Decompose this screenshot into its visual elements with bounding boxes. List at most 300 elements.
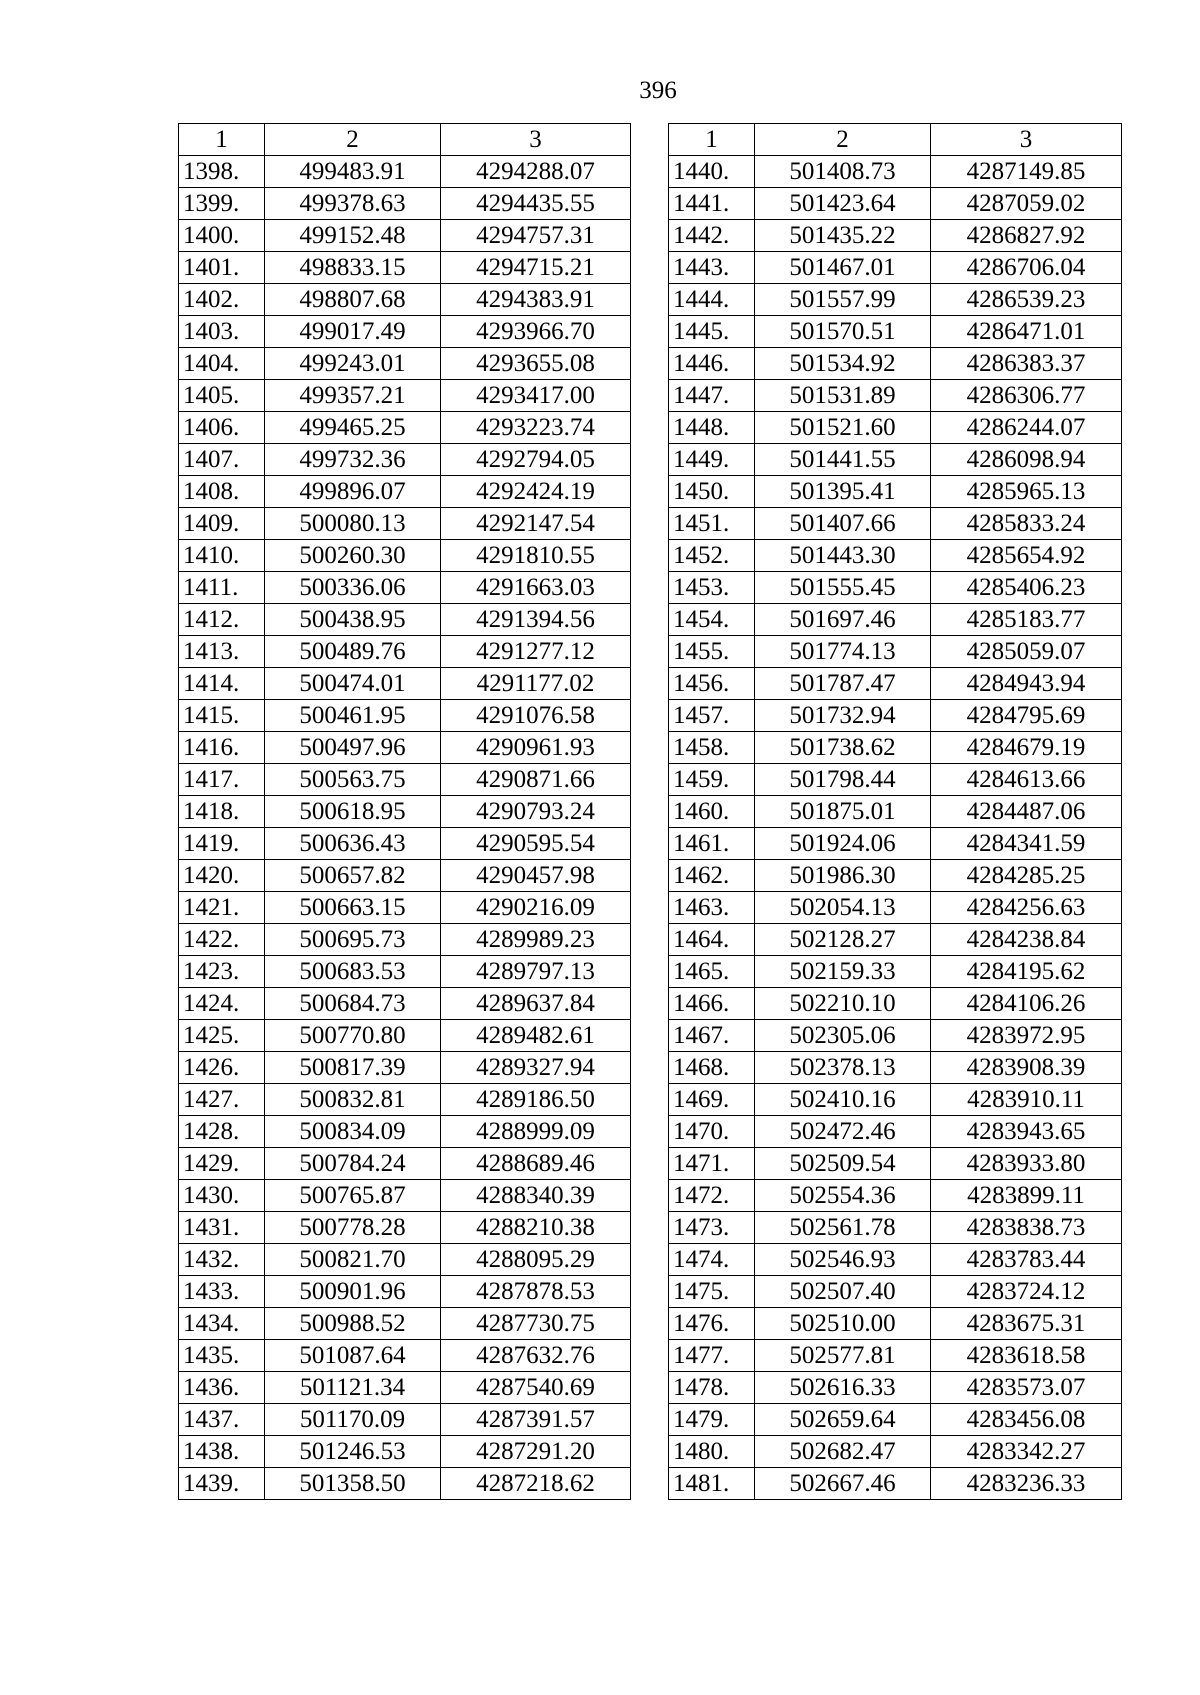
x-coordinate-cell: 499732.36 [265,444,441,476]
x-coordinate-cell: 501924.06 [755,828,931,860]
x-coordinate-cell: 502472.46 [755,1116,931,1148]
y-coordinate-cell: 4286383.37 [931,348,1122,380]
y-coordinate-cell: 4289989.23 [441,924,631,956]
point-number-cell: 1420. [179,860,265,892]
table-row [179,764,631,796]
table-row [669,476,1122,508]
x-coordinate-cell: 501875.01 [755,796,931,828]
point-number-cell: 1442. [669,220,755,252]
table-row [179,956,631,988]
x-coordinate-cell: 501534.92 [755,348,931,380]
point-number-cell: 1438. [179,1436,265,1468]
y-coordinate-cell: 4290961.93 [441,732,631,764]
point-number-cell: 1435. [179,1340,265,1372]
x-coordinate-cell: 500817.39 [265,1052,441,1084]
table-row [179,892,631,924]
point-number-cell: 1437. [179,1404,265,1436]
table-row [669,764,1122,796]
table-row [179,1244,631,1276]
point-number-cell: 1461. [669,828,755,860]
table-row [669,1020,1122,1052]
table-row [179,1276,631,1308]
table-row [179,1436,631,1468]
point-number-cell: 1401. [179,252,265,284]
point-number-cell: 1429. [179,1148,265,1180]
table-row [669,796,1122,828]
table-row [669,316,1122,348]
x-coordinate-cell: 499378.63 [265,188,441,220]
point-number-cell: 1447. [669,380,755,412]
x-coordinate-cell: 502054.13 [755,892,931,924]
y-coordinate-cell: 4291277.12 [441,636,631,668]
y-coordinate-cell: 4289482.61 [441,1020,631,1052]
x-coordinate-cell: 500901.96 [265,1276,441,1308]
x-coordinate-cell: 501570.51 [755,316,931,348]
y-coordinate-cell: 4283783.44 [931,1244,1122,1276]
y-coordinate-cell: 4288689.46 [441,1148,631,1180]
y-coordinate-cell: 4283972.95 [931,1020,1122,1052]
header-cell-x: 2 [265,124,441,156]
point-number-cell: 1478. [669,1372,755,1404]
x-coordinate-cell: 500695.73 [265,924,441,956]
x-coordinate-cell: 501441.55 [755,444,931,476]
table-row [179,412,631,444]
point-number-cell: 1446. [669,348,755,380]
table-row [669,1180,1122,1212]
table-row [179,1468,631,1500]
y-coordinate-cell: 4287730.75 [441,1308,631,1340]
point-number-cell: 1456. [669,668,755,700]
table-row [179,348,631,380]
point-number-cell: 1400. [179,220,265,252]
x-coordinate-cell: 501555.45 [755,572,931,604]
y-coordinate-cell: 4288999.09 [441,1116,631,1148]
table-row [179,380,631,412]
point-number-cell: 1475. [669,1276,755,1308]
point-number-cell: 1445. [669,316,755,348]
y-coordinate-cell: 4288210.38 [441,1212,631,1244]
x-coordinate-cell: 501395.41 [755,476,931,508]
x-coordinate-cell: 501787.47 [755,668,931,700]
y-coordinate-cell: 4283838.73 [931,1212,1122,1244]
x-coordinate-cell: 501738.62 [755,732,931,764]
table-row [669,1340,1122,1372]
point-number-cell: 1402. [179,284,265,316]
y-coordinate-cell: 4283618.58 [931,1340,1122,1372]
y-coordinate-cell: 4285654.92 [931,540,1122,572]
point-number-cell: 1451. [669,508,755,540]
table-header-row [669,124,1122,156]
point-number-cell: 1443. [669,252,755,284]
x-coordinate-cell: 500080.13 [265,508,441,540]
table-row [179,1308,631,1340]
y-coordinate-cell: 4289186.50 [441,1084,631,1116]
table-row [179,988,631,1020]
point-number-cell: 1416. [179,732,265,764]
point-number-cell: 1464. [669,924,755,956]
table-row [179,156,631,188]
y-coordinate-cell: 4286706.04 [931,252,1122,284]
table-row [669,604,1122,636]
table-row [179,636,631,668]
x-coordinate-cell: 500618.95 [265,796,441,828]
point-number-cell: 1459. [669,764,755,796]
y-coordinate-cell: 4284106.26 [931,988,1122,1020]
x-coordinate-cell: 501358.50 [265,1468,441,1500]
x-coordinate-cell: 502305.06 [755,1020,931,1052]
y-coordinate-cell: 4283675.31 [931,1308,1122,1340]
x-coordinate-cell: 502561.78 [755,1212,931,1244]
x-coordinate-cell: 500784.24 [265,1148,441,1180]
table-row [179,1212,631,1244]
x-coordinate-cell: 501697.46 [755,604,931,636]
point-number-cell: 1474. [669,1244,755,1276]
x-coordinate-cell: 500497.96 [265,732,441,764]
table-row [179,668,631,700]
table-row [179,1404,631,1436]
table-row [669,988,1122,1020]
x-coordinate-cell: 501087.64 [265,1340,441,1372]
y-coordinate-cell: 4286098.94 [931,444,1122,476]
table-row [179,508,631,540]
x-coordinate-cell: 502210.10 [755,988,931,1020]
y-coordinate-cell: 4293966.70 [441,316,631,348]
y-coordinate-cell: 4284613.66 [931,764,1122,796]
y-coordinate-cell: 4289637.84 [441,988,631,1020]
y-coordinate-cell: 4283910.11 [931,1084,1122,1116]
table-row [669,1148,1122,1180]
y-coordinate-cell: 4283933.80 [931,1148,1122,1180]
y-coordinate-cell: 4283456.08 [931,1404,1122,1436]
table-row [669,572,1122,604]
point-number-cell: 1452. [669,540,755,572]
table-row [669,1372,1122,1404]
table-row [179,604,631,636]
x-coordinate-cell: 501407.66 [755,508,931,540]
point-number-cell: 1414. [179,668,265,700]
y-coordinate-cell: 4285833.24 [931,508,1122,540]
y-coordinate-cell: 4283724.12 [931,1276,1122,1308]
x-coordinate-cell: 500657.82 [265,860,441,892]
point-number-cell: 1457. [669,700,755,732]
y-coordinate-cell: 4287878.53 [441,1276,631,1308]
y-coordinate-cell: 4283908.39 [931,1052,1122,1084]
y-coordinate-cell: 4284795.69 [931,700,1122,732]
table-row [669,700,1122,732]
y-coordinate-cell: 4294715.21 [441,252,631,284]
table-row [179,1148,631,1180]
table-row [179,700,631,732]
x-coordinate-cell: 500336.06 [265,572,441,604]
table-row [669,1308,1122,1340]
table-row [669,892,1122,924]
point-number-cell: 1421. [179,892,265,924]
point-number-cell: 1430. [179,1180,265,1212]
y-coordinate-cell: 4283943.65 [931,1116,1122,1148]
x-coordinate-cell: 501986.30 [755,860,931,892]
header-cell-number: 1 [669,124,755,156]
point-number-cell: 1479. [669,1404,755,1436]
y-coordinate-cell: 4289327.94 [441,1052,631,1084]
y-coordinate-cell: 4284285.25 [931,860,1122,892]
point-number-cell: 1398. [179,156,265,188]
point-number-cell: 1423. [179,956,265,988]
x-coordinate-cell: 499465.25 [265,412,441,444]
x-coordinate-cell: 502577.81 [755,1340,931,1372]
y-coordinate-cell: 4287632.76 [441,1340,631,1372]
x-coordinate-cell: 501798.44 [755,764,931,796]
x-coordinate-cell: 501423.64 [755,188,931,220]
table-row [669,668,1122,700]
page-number: 396 [639,77,677,104]
point-number-cell: 1448. [669,412,755,444]
x-coordinate-cell: 500563.75 [265,764,441,796]
x-coordinate-cell: 501531.89 [755,380,931,412]
header-cell-number: 1 [179,124,265,156]
table-row [179,796,631,828]
point-number-cell: 1469. [669,1084,755,1116]
y-coordinate-cell: 4288340.39 [441,1180,631,1212]
y-coordinate-cell: 4291177.02 [441,668,631,700]
table-row [669,444,1122,476]
x-coordinate-cell: 500438.95 [265,604,441,636]
y-coordinate-cell: 4293655.08 [441,348,631,380]
table-row [179,540,631,572]
point-number-cell: 1467. [669,1020,755,1052]
x-coordinate-cell: 500821.70 [265,1244,441,1276]
header-cell-x: 2 [755,124,931,156]
y-coordinate-cell: 4289797.13 [441,956,631,988]
x-coordinate-cell: 499017.49 [265,316,441,348]
y-coordinate-cell: 4291394.56 [441,604,631,636]
x-coordinate-cell: 502378.13 [755,1052,931,1084]
table-row [179,1084,631,1116]
table-body-right [669,156,1122,1500]
table-row [669,1468,1122,1500]
point-number-cell: 1481. [669,1468,755,1500]
point-number-cell: 1431. [179,1212,265,1244]
point-number-cell: 1412. [179,604,265,636]
y-coordinate-cell: 4284195.62 [931,956,1122,988]
y-coordinate-cell: 4287059.02 [931,188,1122,220]
y-coordinate-cell: 4291663.03 [441,572,631,604]
point-number-cell: 1471. [669,1148,755,1180]
point-number-cell: 1436. [179,1372,265,1404]
y-coordinate-cell: 4283342.27 [931,1436,1122,1468]
x-coordinate-cell: 500474.01 [265,668,441,700]
point-number-cell: 1424. [179,988,265,1020]
point-number-cell: 1406. [179,412,265,444]
x-coordinate-cell: 501408.73 [755,156,931,188]
x-coordinate-cell: 502667.46 [755,1468,931,1500]
point-number-cell: 1449. [669,444,755,476]
x-coordinate-cell: 500834.09 [265,1116,441,1148]
header-cell-y: 3 [931,124,1122,156]
x-coordinate-cell: 500663.15 [265,892,441,924]
point-number-cell: 1422. [179,924,265,956]
y-coordinate-cell: 4287391.57 [441,1404,631,1436]
point-number-cell: 1407. [179,444,265,476]
y-coordinate-cell: 4286244.07 [931,412,1122,444]
table-row [179,252,631,284]
point-number-cell: 1444. [669,284,755,316]
y-coordinate-cell: 4283899.11 [931,1180,1122,1212]
point-number-cell: 1465. [669,956,755,988]
x-coordinate-cell: 500489.76 [265,636,441,668]
point-number-cell: 1453. [669,572,755,604]
point-number-cell: 1415. [179,700,265,732]
y-coordinate-cell: 4293223.74 [441,412,631,444]
point-number-cell: 1458. [669,732,755,764]
table-row [179,476,631,508]
table-row [179,924,631,956]
table-row [179,1052,631,1084]
y-coordinate-cell: 4283236.33 [931,1468,1122,1500]
table-body-left [179,156,631,1500]
point-number-cell: 1433. [179,1276,265,1308]
y-coordinate-cell: 4294435.55 [441,188,631,220]
point-number-cell: 1477. [669,1340,755,1372]
x-coordinate-cell: 501435.22 [755,220,931,252]
x-coordinate-cell: 499243.01 [265,348,441,380]
y-coordinate-cell: 4290871.66 [441,764,631,796]
y-coordinate-cell: 4294383.91 [441,284,631,316]
point-number-cell: 1470. [669,1116,755,1148]
point-number-cell: 1472. [669,1180,755,1212]
point-number-cell: 1463. [669,892,755,924]
y-coordinate-cell: 4291810.55 [441,540,631,572]
table-row [669,412,1122,444]
y-coordinate-cell: 4292794.05 [441,444,631,476]
table-row [669,1212,1122,1244]
table-row [669,540,1122,572]
y-coordinate-cell: 4291076.58 [441,700,631,732]
x-coordinate-cell: 500461.95 [265,700,441,732]
x-coordinate-cell: 502682.47 [755,1436,931,1468]
point-number-cell: 1454. [669,604,755,636]
table-row [179,284,631,316]
point-number-cell: 1480. [669,1436,755,1468]
y-coordinate-cell: 4285059.07 [931,636,1122,668]
y-coordinate-cell: 4284679.19 [931,732,1122,764]
table-row [179,732,631,764]
point-number-cell: 1476. [669,1308,755,1340]
x-coordinate-cell: 498833.15 [265,252,441,284]
x-coordinate-cell: 500988.52 [265,1308,441,1340]
y-coordinate-cell: 4284238.84 [931,924,1122,956]
y-coordinate-cell: 4292147.54 [441,508,631,540]
point-number-cell: 1408. [179,476,265,508]
point-number-cell: 1426. [179,1052,265,1084]
x-coordinate-cell: 500683.53 [265,956,441,988]
point-number-cell: 1403. [179,316,265,348]
header-cell-y: 3 [441,124,631,156]
point-number-cell: 1411. [179,572,265,604]
point-number-cell: 1404. [179,348,265,380]
table-row [669,828,1122,860]
y-coordinate-cell: 4290793.24 [441,796,631,828]
table-row [669,1116,1122,1148]
table-row [179,828,631,860]
y-coordinate-cell: 4283573.07 [931,1372,1122,1404]
table-row [669,636,1122,668]
y-coordinate-cell: 4284487.06 [931,796,1122,828]
x-coordinate-cell: 500778.28 [265,1212,441,1244]
y-coordinate-cell: 4286539.23 [931,284,1122,316]
point-number-cell: 1462. [669,860,755,892]
x-coordinate-cell: 500260.30 [265,540,441,572]
x-coordinate-cell: 500770.80 [265,1020,441,1052]
x-coordinate-cell: 499357.21 [265,380,441,412]
table-row [669,732,1122,764]
point-number-cell: 1417. [179,764,265,796]
x-coordinate-cell: 502510.00 [755,1308,931,1340]
table-row [669,1084,1122,1116]
x-coordinate-cell: 499483.91 [265,156,441,188]
x-coordinate-cell: 500636.43 [265,828,441,860]
point-number-cell: 1405. [179,380,265,412]
x-coordinate-cell: 501170.09 [265,1404,441,1436]
x-coordinate-cell: 499896.07 [265,476,441,508]
x-coordinate-cell: 501246.53 [265,1436,441,1468]
x-coordinate-cell: 500765.87 [265,1180,441,1212]
y-coordinate-cell: 4284943.94 [931,668,1122,700]
y-coordinate-cell: 4285965.13 [931,476,1122,508]
table-row [669,348,1122,380]
table-row [669,1436,1122,1468]
table-row [669,1404,1122,1436]
y-coordinate-cell: 4294757.31 [441,220,631,252]
point-number-cell: 1441. [669,188,755,220]
table-row [179,1340,631,1372]
point-number-cell: 1434. [179,1308,265,1340]
x-coordinate-cell: 502128.27 [755,924,931,956]
x-coordinate-cell: 502507.40 [755,1276,931,1308]
point-number-cell: 1425. [179,1020,265,1052]
x-coordinate-cell: 501521.60 [755,412,931,444]
y-coordinate-cell: 4284341.59 [931,828,1122,860]
x-coordinate-cell: 502616.33 [755,1372,931,1404]
y-coordinate-cell: 4286471.01 [931,316,1122,348]
point-number-cell: 1468. [669,1052,755,1084]
x-coordinate-cell: 498807.68 [265,284,441,316]
table-row [669,924,1122,956]
point-number-cell: 1439. [179,1468,265,1500]
table-row [179,1180,631,1212]
table-row [669,380,1122,412]
table-row [179,1020,631,1052]
table-row [669,156,1122,188]
x-coordinate-cell: 502159.33 [755,956,931,988]
y-coordinate-cell: 4287218.62 [441,1468,631,1500]
y-coordinate-cell: 4286827.92 [931,220,1122,252]
table-row [669,188,1122,220]
table-row [179,316,631,348]
y-coordinate-cell: 4292424.19 [441,476,631,508]
table-row [669,508,1122,540]
y-coordinate-cell: 4290595.54 [441,828,631,860]
point-number-cell: 1413. [179,636,265,668]
table-row [669,1052,1122,1084]
table-row [179,572,631,604]
y-coordinate-cell: 4285183.77 [931,604,1122,636]
table-row [669,220,1122,252]
point-number-cell: 1428. [179,1116,265,1148]
table-row [179,1372,631,1404]
table-row [179,860,631,892]
x-coordinate-cell: 501121.34 [265,1372,441,1404]
table-row [669,860,1122,892]
